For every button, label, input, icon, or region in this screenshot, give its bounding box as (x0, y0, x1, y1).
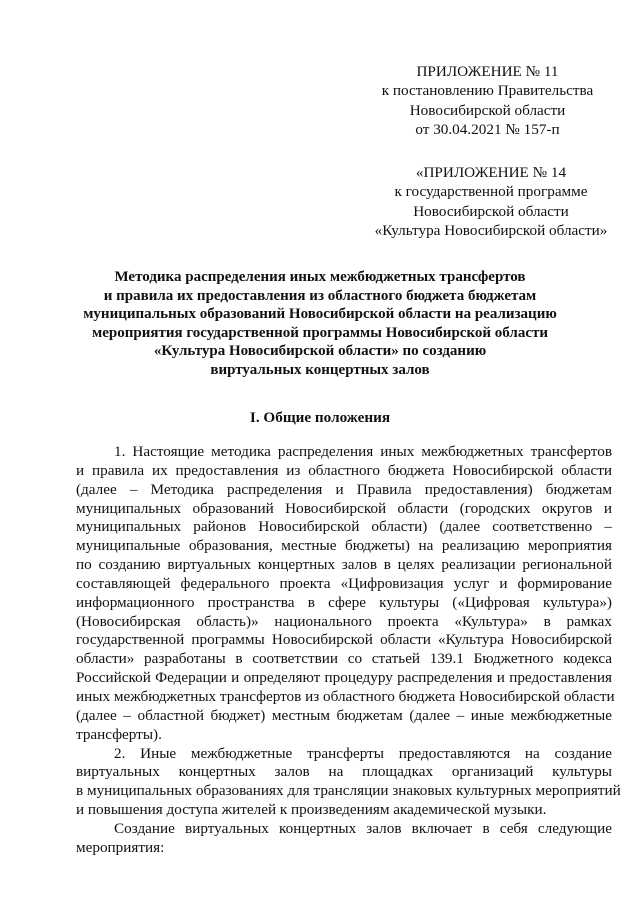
paragraph-line: мероприятия: (76, 838, 165, 856)
title-line: муниципальных образований Новосибирской области на реализацию (83, 306, 557, 323)
paragraph-1 (76, 443, 615, 745)
paragraph-line: 2. Иные межбюджетные трансферты предоставляются на создание (114, 744, 612, 762)
paragraph-line: муниципальные образования, местные бюджеты) на реализацию мероприятия (76, 537, 612, 555)
paragraph-line: по созданию виртуальных концертных залов в целях реализации региональной (76, 556, 612, 574)
title-line: «Культура Новосибирской области» по созданию (153, 343, 487, 360)
appendix-current-line: ПРИЛОЖЕНИЕ № 11 (416, 63, 559, 80)
paragraph-line: Российской Федерации и определяют процедуру распределения и предоставления (76, 669, 612, 687)
document-title (76, 268, 564, 380)
paragraph-line: виртуальных концертных залов на площадках организаций культуры (76, 763, 612, 781)
title-line: и правила их предоставления из областного бюджета бюджетам (103, 287, 537, 304)
paragraph-line: информационного пространства в сфере культуры («Цифровая культура») (76, 593, 612, 611)
title-line: мероприятия государственной программы Новосибирской области (92, 324, 548, 341)
document-body (76, 443, 621, 858)
appendix-program-line: «ПРИЛОЖЕНИЕ № 14 (415, 164, 567, 181)
paragraph-line: муниципальных образований Новосибирской области (городских округов и (76, 499, 612, 517)
appendix-program-line: «Культура Новосибирской области» (374, 222, 608, 240)
paragraph-line: (далее – Методика распределения и Правила предоставления) бюджетам (76, 480, 612, 498)
paragraph-line: государственной программы Новосибирской области «Культура Новосибирской (76, 631, 612, 649)
appendix-header-program (366, 163, 616, 241)
appendix-header-current (380, 62, 595, 140)
paragraph-line: и повышения доступа жителей к произведениям академической музыки. (76, 801, 547, 819)
paragraph-line: составляющей федерального проекта «Цифровизация услуг и формирование (76, 574, 612, 592)
appendix-current-line: Новосибирской области (409, 101, 566, 119)
title-line: виртуальных концертных залов (210, 361, 430, 378)
paragraph-line: области» разработаны в соответствии со статьей 139.1 Бюджетного кодекса (76, 650, 612, 668)
paragraph-line: в муниципальных образованиях для трансляции знаковых культурных мероприятий (76, 782, 621, 800)
appendix-current-line: к постановлению Правительства (381, 82, 594, 100)
paragraph-line: (далее – областной бюджет) местным бюджетам (далее – иные межбюджетные (76, 706, 612, 724)
section-heading: I. Общие положения (249, 409, 391, 426)
paragraph-line: муниципальных районов Новосибирской области) (далее соответственно – (76, 518, 612, 536)
paragraph-line: 1. Настоящие методика распределения иных межбюджетных трансфертов (114, 443, 612, 460)
paragraph-line: Создание виртуальных концертных залов включает в себя следующие (114, 819, 612, 837)
paragraph-line: и правила их предоставления из областного бюджета Новосибирской области (76, 461, 612, 479)
paragraph-line: иных межбюджетных трансфертов из областного бюджета Новосибирской области (76, 687, 615, 705)
appendix-current-line: от 30.04.2021 № 157-п (415, 121, 560, 139)
appendix-program-line: к государственной программе (394, 183, 588, 201)
appendix-program-line: Новосибирской области (413, 202, 569, 220)
paragraph-line: трансферты). (76, 725, 162, 743)
paragraph-2 (76, 744, 621, 820)
paragraph-3 (76, 820, 612, 858)
title-line: Методика распределения иных межбюджетных трансфертов (114, 269, 526, 285)
paragraph-line: (Новосибирская область)» национального проекта «Культура» в рамках (76, 612, 612, 630)
